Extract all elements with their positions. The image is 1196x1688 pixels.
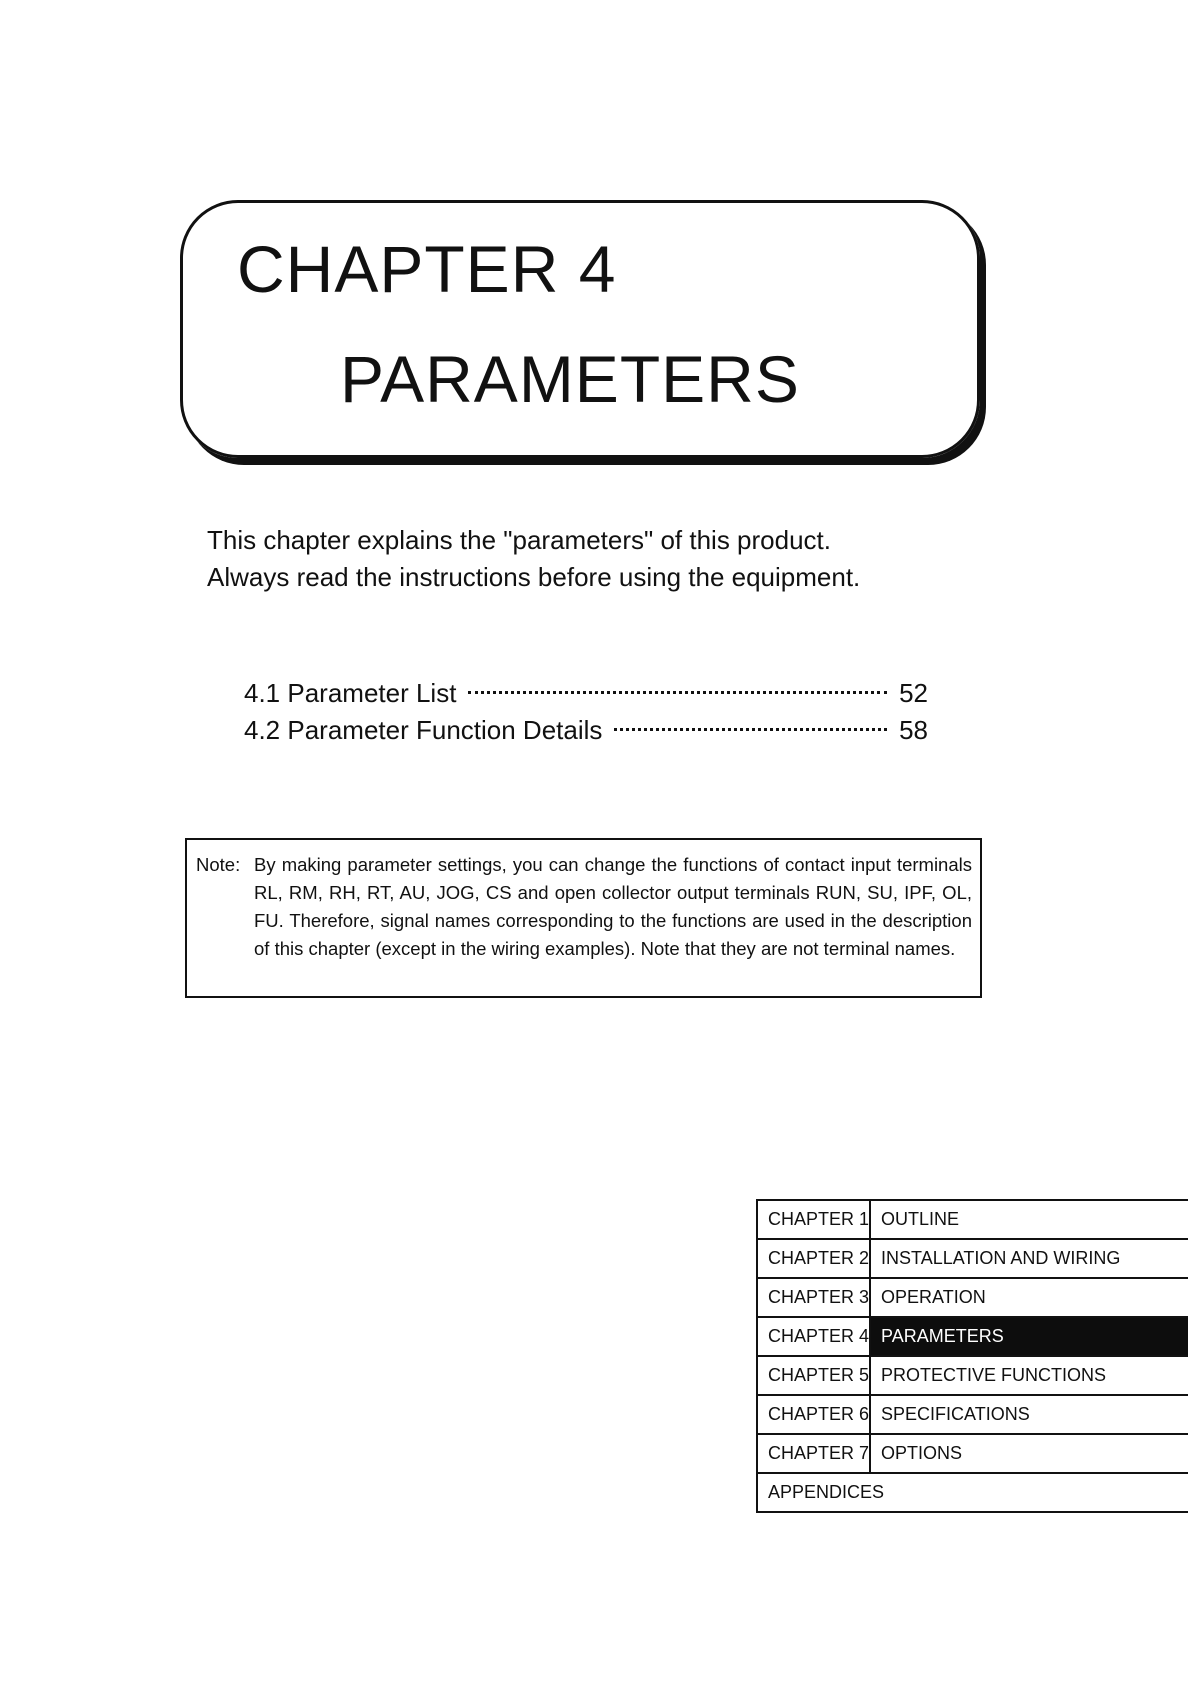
chapter-nav-row[interactable] [757,1473,1188,1512]
chapter-nav-number: CHAPTER 1 [757,1200,870,1239]
note-text: By making parameter settings, you can change the functions of contact input terminals RL, RM, RH, RT, AU, JOG, CS and open collector output terminals RUN, SU, IPF, OL, FU. Therefore, signal names corresponding to the functions are used in the description of this chapter (except in the wiring examples). Note that they are not terminal names. [254,854,972,959]
chapter-nav-row[interactable] [757,1356,1188,1395]
chapter-nav-title: OUTLINE [870,1200,1188,1239]
chapter-nav-row[interactable] [757,1278,1188,1317]
toc-entry-title: 4.2 Parameter Function Details [244,715,603,745]
chapter-nav-number: CHAPTER 3 [757,1278,870,1317]
chapter-nav-appendices: APPENDICES [757,1473,1188,1512]
chapter-nav-number: CHAPTER 6 [757,1395,870,1434]
chapter-nav-title: PROTECTIVE FUNCTIONS [870,1356,1188,1395]
chapter-nav-row[interactable] [757,1395,1188,1434]
chapter-nav-title: INSTALLATION AND WIRING [870,1239,1188,1278]
toc-entry[interactable] [244,678,928,715]
toc-entry-title: 4.1 Parameter List [244,678,457,708]
chapter-nav-row[interactable] [757,1434,1188,1473]
chapter-title: PARAMETERS [340,342,800,416]
chapter-nav-number: CHAPTER 2 [757,1239,870,1278]
note-label: Note: [196,854,241,875]
toc-entry-page: 52 [899,678,928,708]
chapter-nav-title: OPTIONS [870,1434,1188,1473]
toc-entry-page: 58 [899,715,928,745]
note-box [185,838,982,998]
chapter-nav-row[interactable] [757,1239,1188,1278]
chapter-number: CHAPTER 4 [237,232,617,306]
chapter-nav-title-active: PARAMETERS [870,1317,1188,1356]
chapter-nav-row[interactable] [757,1200,1188,1239]
toc-dot-leader [614,728,887,731]
toc-dot-leader [468,691,887,694]
chapter-navigation-table [756,1199,1188,1513]
intro-line: Always read the instructions before using the equipment. [207,562,861,592]
intro-line: This chapter explains the "parameters" of this product. [207,525,831,555]
chapter-nav-title: SPECIFICATIONS [870,1395,1188,1434]
table-of-contents [244,678,928,752]
chapter-nav-title: OPERATION [870,1278,1188,1317]
chapter-nav-number: CHAPTER 7 [757,1434,870,1473]
chapter-intro [207,522,967,596]
toc-entry[interactable] [244,715,928,752]
chapter-nav-row-active[interactable] [757,1317,1188,1356]
chapter-nav-number: CHAPTER 4 [757,1317,870,1356]
chapter-nav-number: CHAPTER 5 [757,1356,870,1395]
